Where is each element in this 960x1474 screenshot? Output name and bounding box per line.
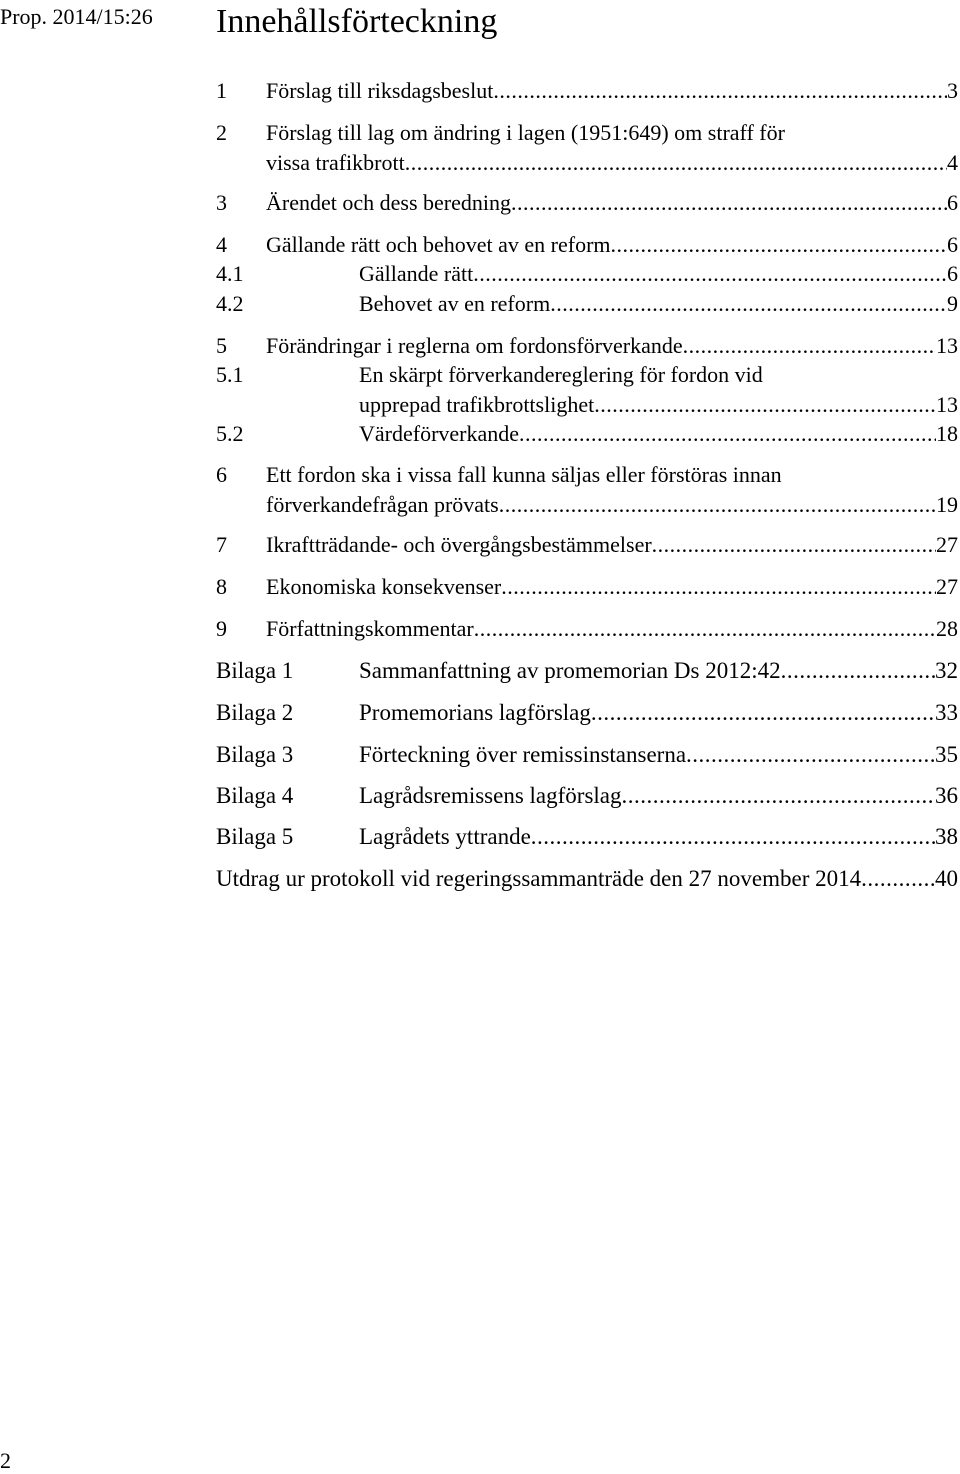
dot-leader (591, 698, 935, 728)
dot-leader (781, 656, 935, 686)
toc-number: Bilaga 1 (216, 658, 294, 683)
dot-leader (531, 822, 935, 852)
toc-title: Utdrag ur protokoll vid regeringssammanträde den 27 november 2014 (216, 866, 862, 891)
toc-title: Värdeförverkande (359, 421, 520, 446)
toc-page-number: 35 (935, 742, 958, 767)
toc-text (266, 460, 958, 490)
dot-leader (499, 490, 936, 520)
toc-title: Förteckning över remissinstanserna (359, 742, 687, 767)
toc-page-number: 3 (947, 78, 958, 103)
toc-line (216, 460, 958, 490)
toc-page-number: 27 (936, 574, 958, 599)
toc-text (266, 118, 958, 148)
toc-page-number: 36 (935, 783, 958, 808)
toc-title: Ett fordon ska i vissa fall kunna säljas eller förstöras innan (266, 462, 782, 487)
toc-text (359, 822, 958, 852)
dot-leader (519, 419, 936, 449)
toc-page-number: 6 (947, 190, 958, 215)
toc-line (216, 360, 958, 390)
toc-line (216, 781, 958, 811)
dot-leader (652, 530, 936, 560)
toc-title: vissa trafikbrott (266, 150, 405, 175)
toc-text (266, 490, 958, 520)
dot-leader (474, 614, 936, 644)
dot-leader (511, 188, 947, 218)
dot-leader (594, 390, 936, 420)
toc-text (359, 289, 958, 319)
toc-number: 4 (216, 232, 227, 257)
toc-page-number: 32 (935, 658, 958, 683)
dot-leader (622, 781, 935, 811)
dot-leader (405, 148, 947, 178)
toc-number: Bilaga 3 (216, 742, 294, 767)
toc-text (266, 572, 958, 602)
toc-title: Förändringar i reglerna om fordonsförverkande (266, 333, 683, 358)
toc-title: Ärendet och dess beredning (266, 190, 511, 215)
document-reference: Prop. 2014/15:26 (0, 4, 153, 29)
dot-leader (493, 76, 947, 106)
dot-leader (473, 259, 947, 289)
dot-leader (683, 331, 936, 361)
toc-number: 2 (216, 120, 227, 145)
toc-number: 8 (216, 574, 227, 599)
toc-page-number: 27 (936, 532, 958, 557)
toc-line (216, 572, 958, 602)
toc-text (266, 76, 958, 106)
toc-number: 5.1 (216, 362, 244, 387)
dot-leader (550, 289, 947, 319)
dot-leader (611, 230, 947, 260)
dot-leader (501, 572, 936, 602)
toc-text (266, 148, 958, 178)
toc-page-number: 38 (935, 824, 958, 849)
toc-number: 5.2 (216, 421, 244, 446)
toc-number: 7 (216, 532, 227, 557)
toc-text (266, 230, 958, 260)
page-title: Innehållsförteckning (216, 3, 498, 40)
toc-line (216, 822, 958, 852)
toc-title: upprepad trafikbrottslighet (359, 392, 595, 417)
toc-page-number: 13 (936, 333, 958, 358)
toc-line (216, 864, 958, 894)
toc-page-number: 9 (947, 291, 958, 316)
toc-number: Bilaga 2 (216, 700, 294, 725)
toc-title: Gällande rätt (359, 261, 474, 286)
toc-line (216, 118, 958, 148)
toc-number: 9 (216, 616, 227, 641)
toc-title: Lagrådsremissens lagförslag (359, 783, 622, 808)
page-number: 2 (0, 1448, 11, 1473)
toc-line (216, 76, 958, 106)
toc-text (266, 188, 958, 218)
toc-line (216, 490, 958, 520)
toc-title: Sammanfattning av promemorian Ds 2012:42 (359, 658, 781, 683)
toc-page-number: 33 (935, 700, 958, 725)
toc-text (359, 698, 958, 728)
toc-number: 6 (216, 462, 227, 487)
toc-title: En skärpt förverkandereglering för fordon vid (359, 362, 763, 387)
toc-line (216, 390, 958, 420)
toc-page-number: 4 (947, 150, 958, 175)
toc-line (216, 530, 958, 560)
toc-page-number: 19 (936, 492, 958, 517)
toc-page-number: 6 (947, 261, 958, 286)
toc-title: Ekonomiska konsekvenser (266, 574, 502, 599)
toc-line (216, 698, 958, 728)
toc-number: 4.2 (216, 291, 244, 316)
toc-page-number: 13 (936, 392, 958, 417)
toc-title: Ikraftträdande- och övergångsbestämmelser (266, 532, 652, 557)
toc-line (216, 259, 958, 289)
toc-title: förverkandefrågan prövats (266, 492, 499, 517)
toc-number: 1 (216, 78, 227, 103)
toc-title: Förslag till lag om ändring i lagen (1951:649) om straff för (266, 120, 785, 145)
toc-line (216, 614, 958, 644)
toc-line (216, 419, 958, 449)
toc-title: Förslag till riksdagsbeslut (266, 78, 494, 103)
toc-title: Gällande rätt och behovet av en reform (266, 232, 611, 257)
toc-number: Bilaga 5 (216, 824, 294, 849)
toc-line (216, 740, 958, 770)
toc-text (359, 360, 958, 390)
toc-page-number: 18 (936, 421, 958, 446)
toc-text (266, 530, 958, 560)
toc-title: Författningskommentar (266, 616, 474, 641)
toc-page-number: 28 (936, 616, 958, 641)
toc-text (359, 781, 958, 811)
toc-page-number: 40 (935, 866, 958, 891)
toc-line (216, 289, 958, 319)
toc-title: Promemorians lagförslag (359, 700, 591, 725)
toc-line (216, 148, 958, 178)
toc-line (216, 331, 958, 361)
toc-number: 4.1 (216, 261, 244, 286)
dot-leader (686, 740, 935, 770)
toc-line (216, 230, 958, 260)
toc-number: 3 (216, 190, 227, 215)
toc-text (359, 419, 958, 449)
table-of-contents (216, 0, 958, 1000)
toc-text (216, 864, 958, 894)
dot-leader (861, 864, 935, 894)
toc-text (266, 331, 958, 361)
toc-number: 5 (216, 333, 227, 358)
toc-number: Bilaga 4 (216, 783, 294, 808)
toc-title: Lagrådets yttrande (359, 824, 531, 849)
toc-text (359, 740, 958, 770)
toc-line (216, 188, 958, 218)
toc-line (216, 656, 958, 686)
toc-title: Behovet av en reform (359, 291, 551, 316)
toc-text (359, 259, 958, 289)
toc-text (266, 614, 958, 644)
toc-page-number: 6 (947, 232, 958, 257)
toc-text (359, 390, 958, 420)
toc-text (359, 656, 958, 686)
